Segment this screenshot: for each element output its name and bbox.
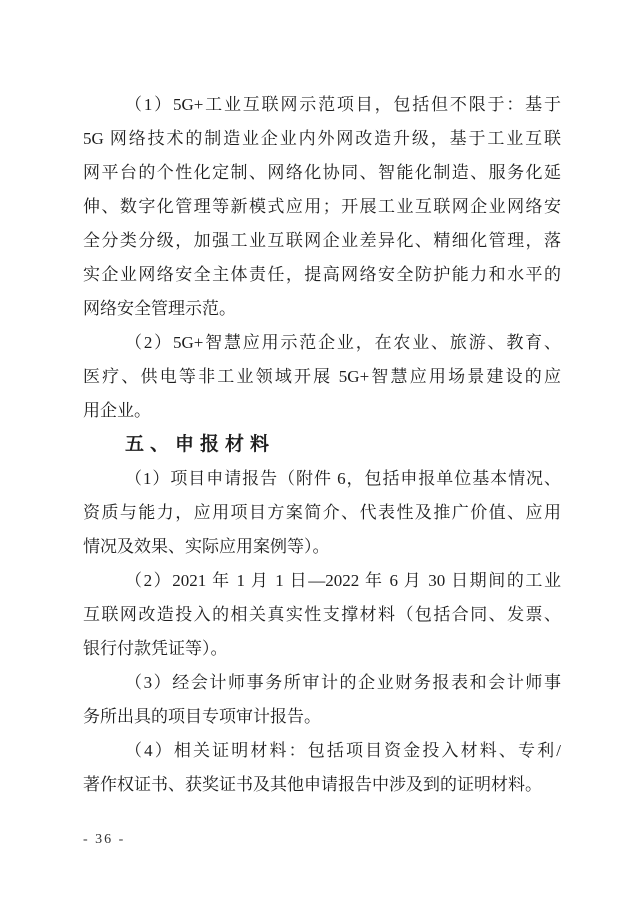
text-line: 全分类分级，加强工业互联网企业差异化、精细化管理，落: [83, 231, 561, 250]
text-line: （1）项目申请报告（附件 6，包括申报单位基本情况、: [125, 469, 561, 488]
text-line: 用企业。: [83, 401, 151, 420]
text-line: 伸、数字化管理等新模式应用；开展工业互联网企业网络安: [83, 197, 561, 216]
text-line: 银行付款凭证等）。: [83, 639, 228, 658]
text-line: 情况及效果、实际应用案例等）。: [83, 537, 330, 556]
text-line: 网络安全管理示范。: [83, 299, 236, 318]
page-number: - 36 -: [83, 832, 126, 847]
text-line: 网平台的个性化定制、网络化协同、智能化制造、服务化延: [83, 163, 561, 182]
document-body: [83, 88, 561, 802]
text-line: （4）相关证明材料：包括项目资金投入材料、专利/: [125, 741, 561, 760]
text-line: 互联网改造投入的相关真实性支撑材料（包括合同、发票、: [83, 605, 561, 624]
text-line: 5G 网络技术的制造业企业内外网改造升级，基于工业互联: [83, 129, 561, 148]
text-line: （2）5G+智慧应用示范企业，在农业、旅游、教育、: [125, 333, 561, 352]
text-line: 医疗、供电等非工业领域开展 5G+智慧应用场景建设的应: [83, 367, 561, 386]
text-line: （2）2021 年 1 月 1 日—2022 年 6 月 30 日期间的工业: [125, 571, 561, 590]
text-line: （1）5G+工业互联网示范项目，包括但不限于：基于: [125, 95, 561, 114]
text-line: （3）经会计师事务所审计的企业财务报表和会计师事: [125, 673, 561, 692]
text-line: 著作权证书、获奖证书及其他申请报告中涉及到的证明材料。: [83, 775, 542, 794]
section-heading: 五、申报材料: [125, 434, 276, 455]
text-line: 务所出具的项目专项审计报告。: [83, 707, 321, 726]
text-line: 实企业网络安全主体责任，提高网络安全防护能力和水平的: [83, 265, 561, 284]
text-line: 资质与能力，应用项目方案简介、代表性及推广价值、应用: [83, 503, 561, 522]
